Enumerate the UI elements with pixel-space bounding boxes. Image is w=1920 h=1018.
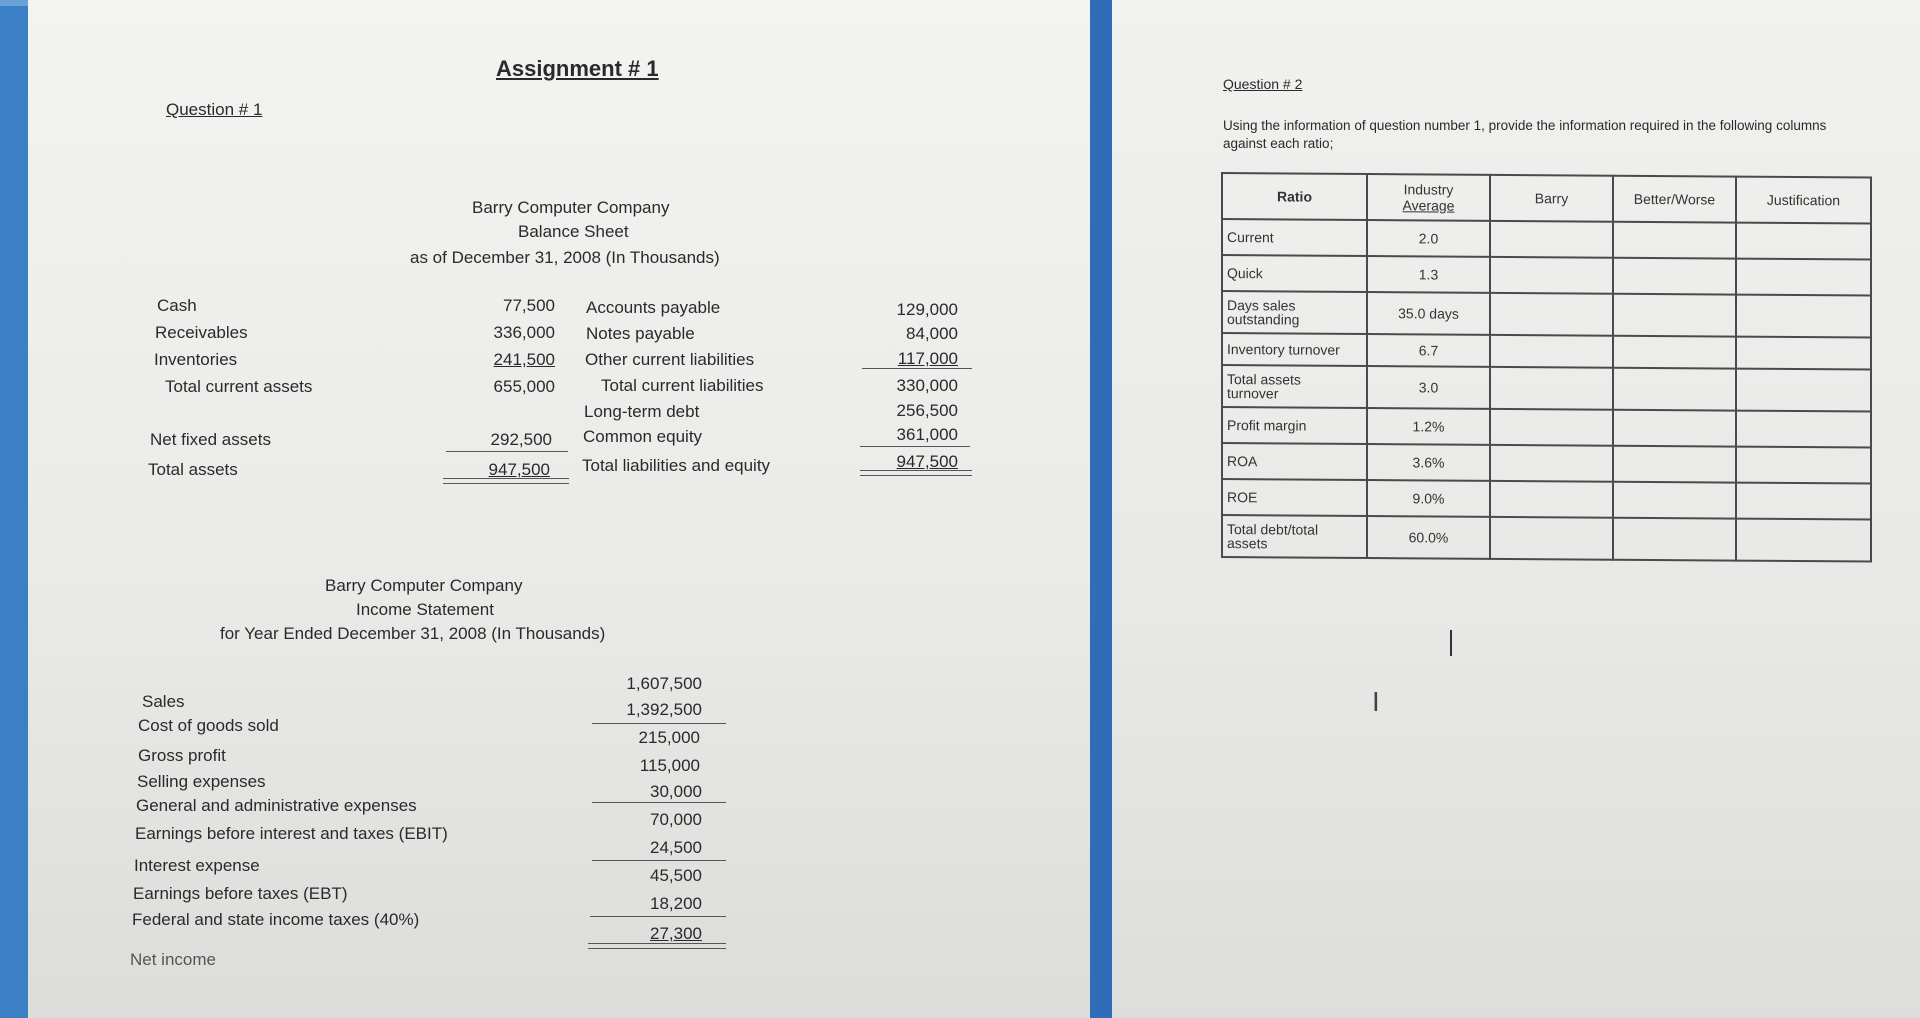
rule bbox=[860, 446, 970, 447]
ratio-name bbox=[1222, 255, 1367, 292]
is-value: 30,000 bbox=[650, 782, 702, 801]
asset-value: 77,500 bbox=[503, 296, 555, 315]
asset-value: 655,000 bbox=[493, 377, 555, 396]
question-2-label: Question # 2 bbox=[1223, 76, 1303, 92]
ratio-name-text-2: turnover bbox=[1227, 385, 1279, 402]
bs-period: as of December 31, 2008 (In Thousands) bbox=[410, 248, 720, 267]
liability-label: Total current liabilities bbox=[601, 376, 764, 395]
industry-value: 3.0 bbox=[1367, 366, 1490, 409]
table-row bbox=[1222, 333, 1871, 370]
table-row bbox=[1222, 407, 1871, 448]
better-worse-cell[interactable] bbox=[1613, 258, 1736, 295]
is-value: 115,000 bbox=[639, 756, 700, 775]
industry-value: 2.0 bbox=[1367, 220, 1490, 257]
rule bbox=[590, 916, 726, 917]
industry-value: 1.3 bbox=[1367, 256, 1490, 293]
justification-cell[interactable] bbox=[1736, 259, 1871, 296]
ibeam-cursor-icon: I bbox=[1372, 688, 1380, 718]
is-company: Barry Computer Company bbox=[325, 576, 523, 595]
is-label: Federal and state income taxes (40%) bbox=[132, 910, 420, 929]
liability-value: 129,000 bbox=[896, 300, 958, 319]
barry-cell[interactable] bbox=[1490, 257, 1613, 294]
liability-label: Long-term debt bbox=[584, 402, 700, 421]
table-header-row bbox=[1222, 173, 1871, 224]
ratio-name-text: Days sales bbox=[1227, 297, 1296, 314]
is-label: Gross profit bbox=[138, 746, 226, 765]
ratio-name-text: ROA bbox=[1227, 453, 1258, 470]
barry-cell[interactable] bbox=[1490, 367, 1613, 410]
asset-value: 292,500 bbox=[490, 430, 552, 449]
better-worse-cell[interactable] bbox=[1613, 336, 1736, 369]
ratio-name-text-2: assets bbox=[1227, 535, 1268, 552]
is-value: 70,000 bbox=[650, 810, 702, 829]
double-rule bbox=[443, 478, 569, 484]
is-label: Sales bbox=[142, 692, 185, 711]
justification-cell[interactable] bbox=[1736, 337, 1871, 370]
ratio-name-text: Total assets bbox=[1227, 371, 1301, 388]
ratio-name-text: ROE bbox=[1227, 489, 1258, 506]
rule bbox=[592, 802, 726, 803]
justification-cell[interactable] bbox=[1736, 223, 1871, 260]
justification-cell[interactable] bbox=[1736, 447, 1871, 484]
ratio-name bbox=[1222, 443, 1367, 480]
barry-cell[interactable] bbox=[1490, 445, 1613, 482]
table-row bbox=[1222, 365, 1871, 412]
ratio-name-text: Current bbox=[1227, 229, 1274, 246]
q2-instruction-line-1: Using the information of question number 1, provide the information required in the following columns bbox=[1223, 118, 1827, 133]
justification-cell[interactable] bbox=[1736, 369, 1871, 412]
is-period: for Year Ended December 31, 2008 (In Thousands) bbox=[220, 624, 606, 643]
asset-value: 336,000 bbox=[493, 323, 555, 342]
barry-cell[interactable] bbox=[1490, 335, 1613, 368]
asset-label: Receivables bbox=[155, 323, 248, 342]
is-label: Cost of goods sold bbox=[138, 716, 279, 735]
industry-value: 6.7 bbox=[1367, 334, 1490, 367]
ratio-name-text: Profit margin bbox=[1227, 417, 1307, 434]
ratio-name bbox=[1222, 219, 1367, 256]
liability-label: Common equity bbox=[583, 427, 703, 446]
justification-cell[interactable] bbox=[1736, 295, 1871, 338]
text-caret bbox=[1450, 630, 1452, 656]
asset-label: Net fixed assets bbox=[150, 430, 271, 449]
is-value: 24,500 bbox=[650, 838, 702, 857]
ratio-name bbox=[1222, 407, 1367, 444]
ratio-name bbox=[1222, 333, 1367, 366]
asset-label: Inventories bbox=[154, 350, 238, 369]
barry-cell[interactable] bbox=[1490, 221, 1613, 258]
rule bbox=[446, 451, 568, 452]
liability-value: 256,500 bbox=[896, 401, 958, 420]
ratio-name-text-2: outstanding bbox=[1227, 311, 1300, 328]
better-worse-cell[interactable] bbox=[1613, 410, 1736, 447]
is-value: 18,200 bbox=[650, 894, 702, 913]
is-value: 45,500 bbox=[650, 866, 702, 885]
is-label: Earnings before taxes (EBT) bbox=[133, 884, 348, 903]
header-justification: Justification bbox=[1736, 177, 1871, 224]
is-value: 1,392,500 bbox=[626, 700, 702, 719]
question-1-label: Question # 1 bbox=[166, 100, 263, 119]
table-row bbox=[1222, 479, 1871, 520]
industry-value: 35.0 days bbox=[1367, 292, 1490, 335]
better-worse-cell[interactable] bbox=[1613, 222, 1736, 259]
is-label: General and administrative expenses bbox=[136, 796, 417, 815]
q2-instruction-line-2: against each ratio; bbox=[1223, 136, 1334, 151]
asset-label: Total assets bbox=[148, 460, 238, 479]
rule bbox=[592, 723, 726, 724]
table-row bbox=[1222, 291, 1871, 338]
asset-label: Cash bbox=[157, 296, 197, 315]
is-value: 27,300 bbox=[650, 924, 702, 943]
industry-value: 1.2% bbox=[1367, 408, 1490, 445]
ratio-name bbox=[1222, 365, 1367, 408]
assignment-title: Assignment # 1 bbox=[496, 56, 659, 81]
table-row bbox=[1222, 255, 1871, 296]
table-row bbox=[1222, 443, 1871, 484]
ratio-name bbox=[1222, 515, 1367, 558]
industry-value: 3.6% bbox=[1367, 444, 1490, 481]
justification-cell[interactable] bbox=[1736, 519, 1871, 562]
header-industry-line-2: Average bbox=[1402, 197, 1455, 214]
ratio-name-text: Quick bbox=[1227, 265, 1263, 282]
better-worse-cell[interactable] bbox=[1613, 446, 1736, 483]
asset-value: 947,500 bbox=[488, 460, 550, 479]
asset-label: Total current assets bbox=[165, 377, 313, 396]
barry-cell[interactable] bbox=[1490, 293, 1613, 336]
better-worse-cell[interactable] bbox=[1613, 518, 1736, 561]
liability-value: 361,000 bbox=[896, 425, 958, 444]
header-industry-average bbox=[1367, 174, 1490, 221]
liability-label: Accounts payable bbox=[586, 298, 721, 317]
ratio-name-text: Inventory turnover bbox=[1227, 341, 1340, 358]
barry-cell[interactable] bbox=[1490, 481, 1613, 518]
ratio-table bbox=[1221, 172, 1872, 563]
double-rule bbox=[860, 470, 972, 476]
liability-value: 330,000 bbox=[896, 376, 958, 395]
ratio-name bbox=[1222, 479, 1367, 516]
is-value: 1,607,500 bbox=[626, 674, 702, 693]
justification-cell[interactable] bbox=[1736, 483, 1871, 520]
is-label: Earnings before interest and taxes (EBIT) bbox=[135, 824, 448, 843]
liability-value: 117,000 bbox=[897, 349, 958, 368]
asset-value: 241,500 bbox=[493, 350, 555, 369]
page-gap bbox=[1090, 0, 1112, 1018]
barry-cell[interactable] bbox=[1490, 517, 1613, 560]
header-industry-line-1: Industry bbox=[1403, 181, 1454, 198]
ratio-name-text: Total debt/total bbox=[1227, 521, 1319, 538]
better-worse-cell[interactable] bbox=[1613, 368, 1736, 411]
ratio-name bbox=[1222, 291, 1367, 334]
is-label: Net income bbox=[130, 950, 216, 969]
table-row bbox=[1222, 515, 1871, 562]
is-title: Income Statement bbox=[356, 600, 494, 619]
liability-label: Other current liabilities bbox=[585, 350, 755, 369]
industry-value: 9.0% bbox=[1367, 480, 1490, 517]
bs-title: Balance Sheet bbox=[518, 222, 629, 241]
better-worse-cell[interactable] bbox=[1613, 294, 1736, 337]
double-rule bbox=[588, 943, 726, 949]
header-better-worse: Better/Worse bbox=[1613, 176, 1736, 223]
is-value: 215,000 bbox=[638, 728, 700, 747]
liability-value: 947,500 bbox=[896, 452, 958, 471]
table-row bbox=[1222, 219, 1871, 260]
header-barry: Barry bbox=[1490, 175, 1613, 222]
is-label: Selling expenses bbox=[137, 772, 266, 791]
liability-label: Total liabilities and equity bbox=[582, 456, 771, 475]
barry-cell[interactable] bbox=[1490, 409, 1613, 446]
rule bbox=[592, 860, 726, 861]
liability-value: 84,000 bbox=[906, 324, 958, 343]
industry-value: 60.0% bbox=[1367, 516, 1490, 559]
better-worse-cell[interactable] bbox=[1613, 482, 1736, 519]
rule bbox=[862, 368, 972, 369]
bs-company: Barry Computer Company bbox=[472, 198, 670, 217]
liability-label: Notes payable bbox=[586, 324, 695, 343]
justification-cell[interactable] bbox=[1736, 411, 1871, 448]
is-label: Interest expense bbox=[134, 856, 260, 875]
header-ratio: Ratio bbox=[1222, 173, 1367, 220]
